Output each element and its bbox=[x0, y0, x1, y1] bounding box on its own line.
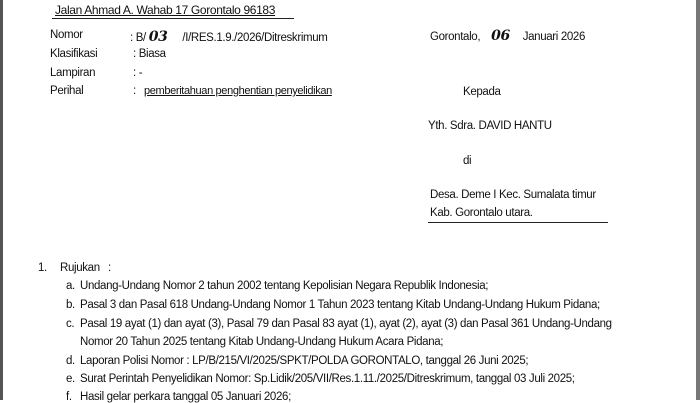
reference-text: Laporan Polisi Nomor : LP/B/215/VI/2025/SPKT/POLDA GORONTALO, tanggal 26 Juni 2025; bbox=[80, 355, 529, 367]
address-underline bbox=[52, 18, 294, 19]
reference-letter: e. bbox=[66, 373, 75, 385]
nomor-prefix: : B/ bbox=[130, 32, 146, 44]
meta-label-lampiran: Lampiran bbox=[50, 67, 96, 79]
reference-text: Pasal 3 dan Pasal 618 Undang-Undang Nomor 1 Tahun 2023 tentang Kitab Undang-Undang Hukum Pidana; bbox=[80, 299, 600, 311]
nomor-handwritten: 03 bbox=[148, 29, 168, 45]
recipient-address-1: Desa. Deme I Kec. Sumalata timur bbox=[430, 189, 596, 201]
reference-letter: b. bbox=[66, 299, 75, 311]
letterhead-address: Jalan Ahmad A. Wahab 17 Gorontalo 96183 bbox=[55, 3, 276, 17]
recipient-di: di bbox=[463, 155, 472, 167]
section-colon: : bbox=[108, 262, 111, 274]
recipient-address-2: Kab. Gorontalo utara. bbox=[430, 207, 533, 219]
reference-letter: d. bbox=[66, 355, 75, 367]
reference-text: Nomor 20 Tahun 2025 tentang Kitab Undang-Undang Hukum Acara Pidana; bbox=[80, 336, 444, 348]
date-month-year: Januari 2026 bbox=[522, 31, 586, 43]
reference-text: Hasil gelar perkara tanggal 05 Januari 2026; bbox=[80, 391, 291, 403]
reference-text: Pasal 19 ayat (1) dan ayat (3), Pasal 79 dan Pasal 83 ayat (1), ayat (2), ayat (3) dan Pasal 361 Undang-Undang bbox=[80, 318, 612, 330]
scan-edge-right bbox=[696, 0, 700, 400]
recipient-name: Yth. Sdra. DAVID HANTU bbox=[428, 120, 552, 132]
meta-value-nomor bbox=[130, 29, 328, 45]
recipient-underline bbox=[428, 222, 608, 223]
recipient-kepada: Kepada bbox=[463, 86, 501, 98]
reference-letter: c. bbox=[66, 318, 75, 330]
date-day-handwritten: 06 bbox=[491, 28, 510, 44]
meta-label-perihal: Perihal bbox=[50, 85, 84, 97]
letter-date bbox=[430, 28, 585, 44]
nomor-suffix: /I/RES.1.9./2026/Ditreskrimum bbox=[182, 32, 328, 44]
meta-value-klasifikasi: : Biasa bbox=[133, 48, 166, 60]
section-number: 1. bbox=[38, 262, 47, 274]
reference-text: Undang-Undang Nomor 2 tahun 2002 tentang Kepolisian Negara Republik Indonesia; bbox=[80, 280, 489, 292]
meta-label-nomor: Nomor bbox=[50, 29, 83, 41]
reference-text: Surat Perintah Penyelidikan Nomor: Sp.Lidik/205/VII/Res.1.11./2025/Ditreskrimum, tanggal 03 Juli 2025; bbox=[80, 373, 575, 385]
meta-value-lampiran: : - bbox=[133, 67, 143, 79]
reference-letter: a. bbox=[66, 280, 75, 292]
section-title: Rujukan bbox=[60, 262, 100, 274]
meta-label-klasifikasi: Klasifikasi bbox=[50, 48, 98, 60]
meta-value-perihal: pemberitahuan penghentian penyelidikan bbox=[144, 85, 332, 97]
reference-letter: f. bbox=[66, 391, 72, 403]
scan-edge-left bbox=[0, 0, 3, 400]
meta-colon-perihal: : bbox=[133, 85, 136, 97]
date-place: Gorontalo, bbox=[430, 31, 481, 43]
